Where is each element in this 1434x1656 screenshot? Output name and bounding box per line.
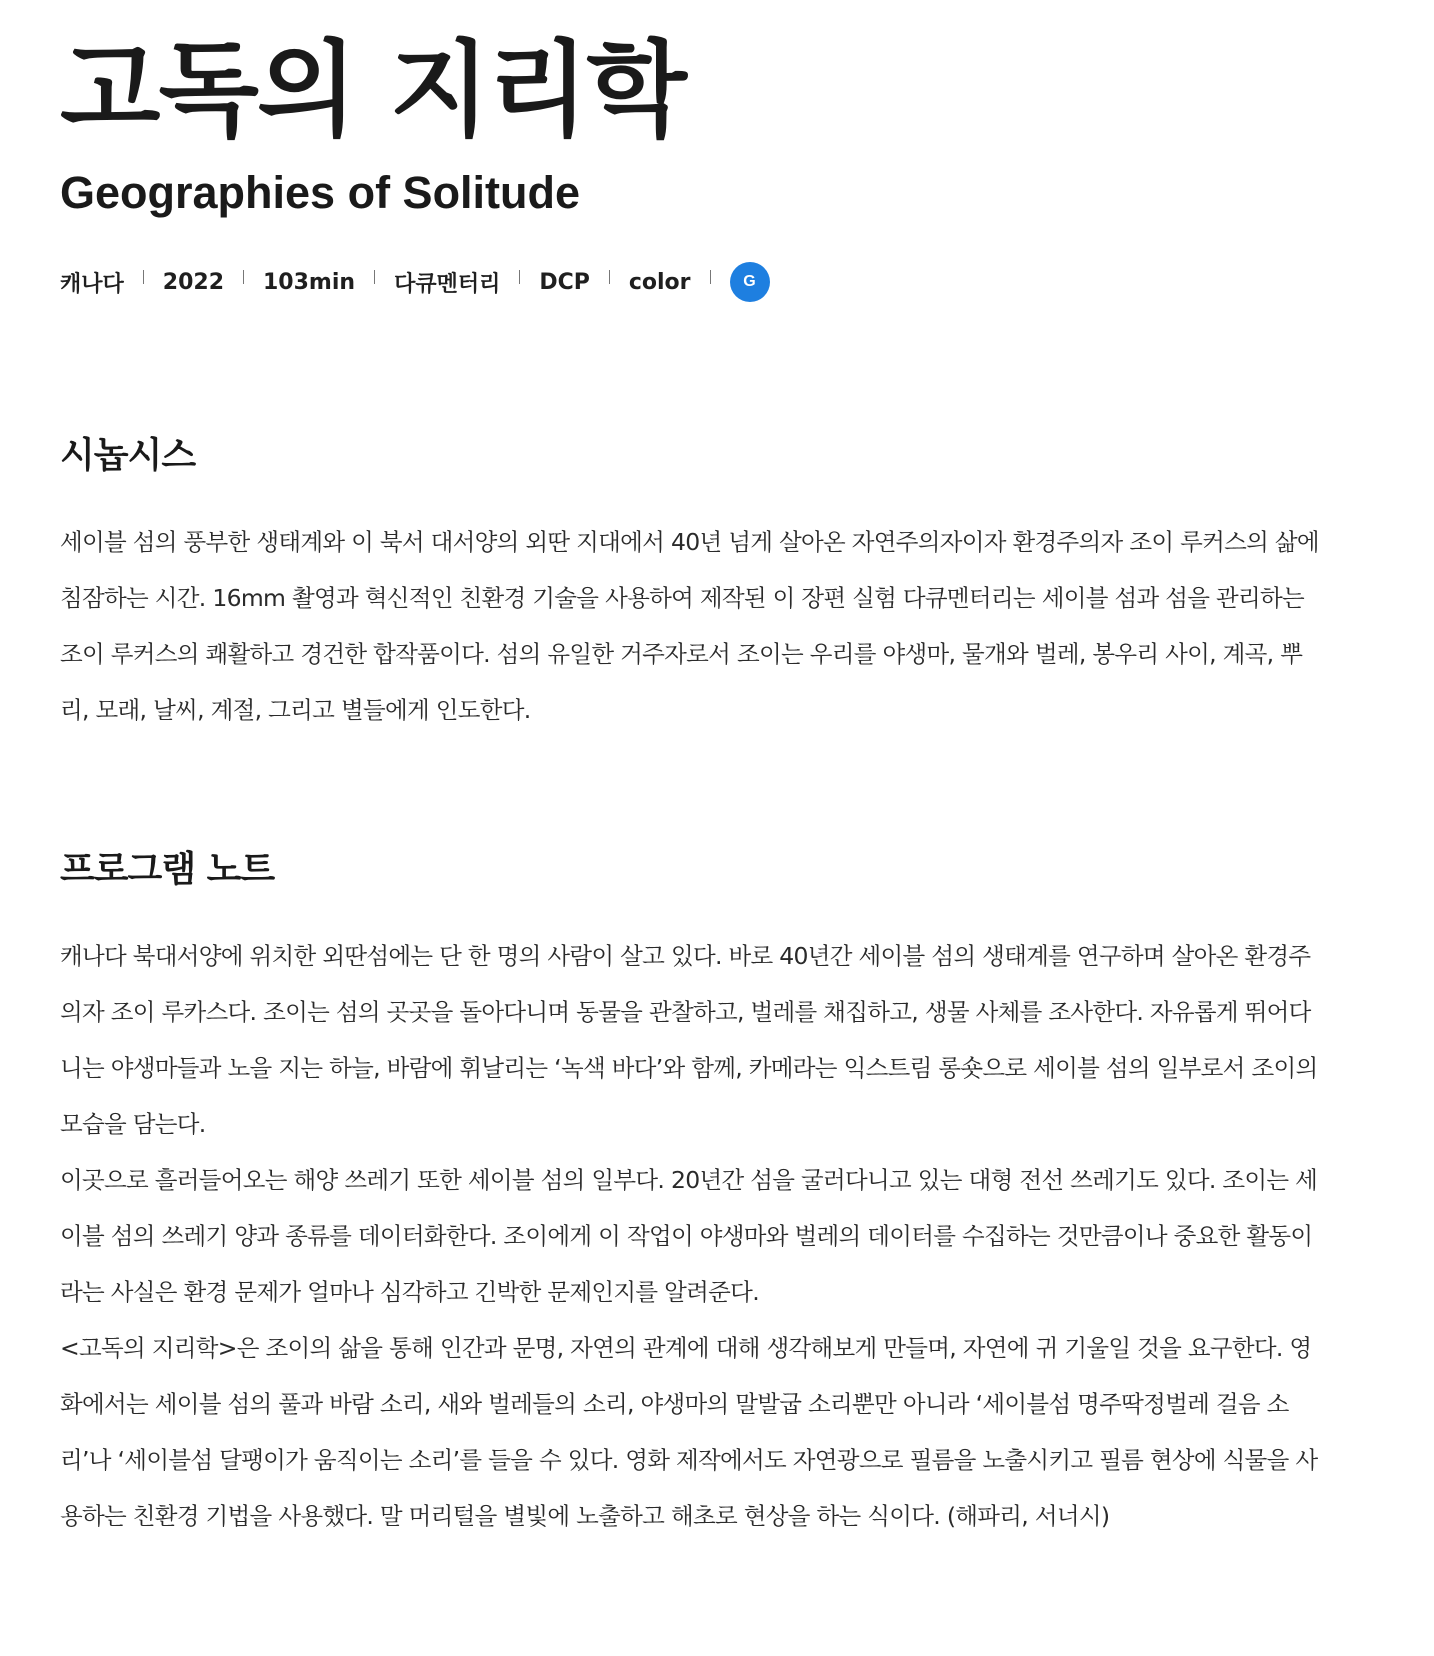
meta-divider [374, 270, 375, 284]
synopsis-paragraph: 세이블 섬의 풍부한 생태계와 이 북서 대서양의 외딴 지대에서 40년 넘게 살아온 자연주의자이자 환경주의자 조이 루커스의 삶에 침잠하는 시간. 16mm 촬영과 혁신적인 친환경 기술을 사용하여 제작된 이 장편 실험 다큐멘터리는 세이블 섬과 섬을 관리하는 조이 루커스의 쾌활하고 경건한 합작품이다. 섬의 유일한 거주자로서 조이는 우리를 야생마, 물개와 벌레, 봉우리 사이, 계곡, 뿌리, 모래, 날씨, 계절, 그리고 별들에게 인도한다. [60, 528, 1319, 724]
program-note-paragraph: <고독의 지리학>은 조이의 삶을 통해 인간과 문명, 자연의 관계에 대해 생각해보게 만들며, 자연에 귀 기울일 것을 요구한다. 영화에서는 세이블 섬의 풀과 바람 소리, 새와 벌레들의 소리, 야생마의 말발굽 소리뿐만 아니라 ‘세이블섬 명주딱정벌레 걸음 소리’나 ‘세이블섬 달팽이가 움직이는 소리’를 들을 수 있다. 영화 제작에서도 자연광으로 필름을 노출시키고 필름 현상에 식물을 사용하는 친환경 기법을 사용했다. 말 머리털을 별빛에 노출하고 해초로 현상을 하는 식이다. (해파리, 서너시) [60, 1334, 1318, 1530]
meta-divider [710, 270, 711, 284]
film-title-english: Geographies of Solitude [60, 167, 581, 218]
program-note-paragraph: 이곳으로 흘러들어오는 해양 쓰레기 또한 세이블 섬의 일부다. 20년간 섬을 굴러다니고 있는 대형 전선 쓰레기도 있다. 조이는 세이블 섬의 쓰레기 양과 종류를 데이터화한다. 조이에게 이 작업이 야생마와 벌레의 데이터를 수집하는 것만큼이나 중요한 활동이라는 사실은 환경 문제가 얼마나 심각하고 긴박한 문제인지를 알려준다. [60, 1166, 1318, 1306]
rating-badge: G [730, 262, 770, 302]
meta-country: 캐나다 [60, 271, 124, 297]
synopsis-text [60, 514, 1322, 738]
synopsis-heading: 시놉시스 [60, 435, 196, 476]
meta-genre: 다큐멘터리 [394, 271, 501, 297]
meta-divider [519, 270, 520, 284]
meta-color: color [628, 269, 691, 295]
meta-runtime: 103min [263, 269, 356, 295]
meta-divider [609, 270, 610, 284]
program-note-text [60, 928, 1322, 1544]
film-title-korean: 고독의 지리학 [60, 29, 685, 151]
program-note-paragraph: 캐나다 북대서양에 위치한 외딴섬에는 단 한 명의 사람이 살고 있다. 바로 40년간 세이블 섬의 생태계를 연구하며 살아온 환경주의자 조이 루카스다. 조이는 섬의 곳곳을 돌아다니며 동물을 관찰하고, 벌레를 채집하고, 생물 사체를 조사한다. 자유롭게 뛰어다니는 야생마들과 노을 지는 하늘, 바람에 휘날리는 ‘녹색 바다’와 함께, 카메라는 익스트림 롱숏으로 세이블 섬의 일부로서 조이의 모습을 담는다. [60, 942, 1318, 1138]
meta-format: DCP [539, 269, 590, 295]
film-meta-row [60, 262, 770, 302]
meta-year: 2022 [162, 269, 224, 295]
meta-divider [143, 270, 144, 284]
meta-divider [243, 270, 244, 284]
program-note-heading: 프로그램 노트 [60, 849, 275, 890]
